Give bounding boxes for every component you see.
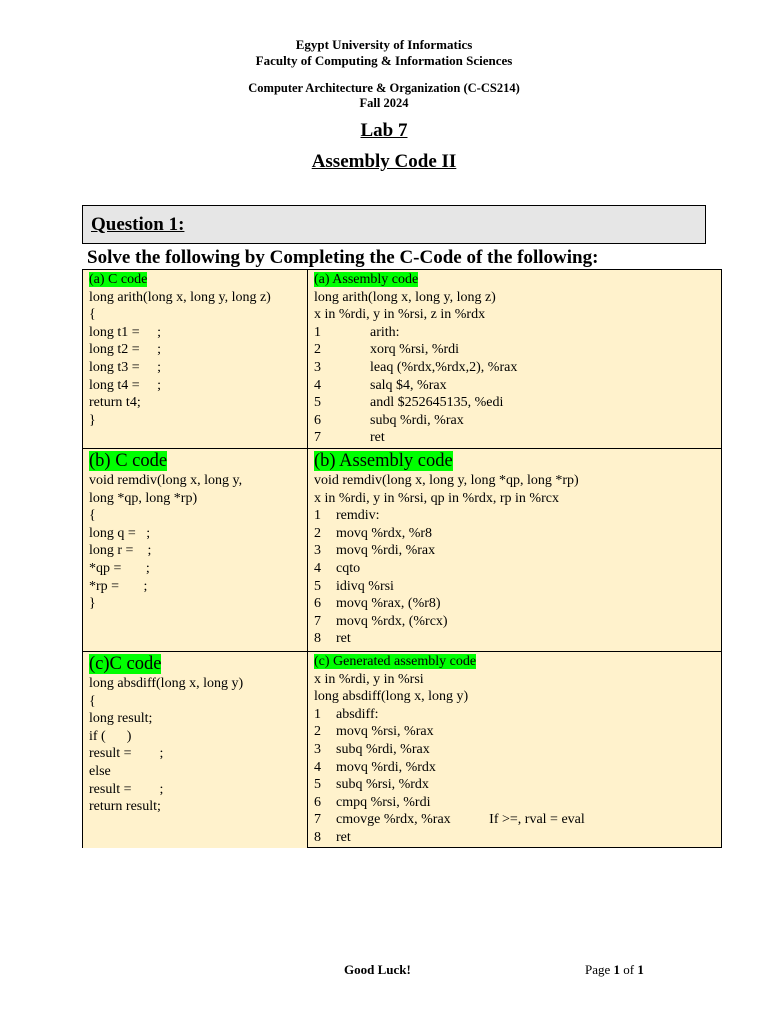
page-num: 1: [613, 962, 621, 977]
line-number: 7: [314, 430, 321, 446]
document-header: [0, 37, 768, 69]
course-name: Computer Architecture & Organization (C-CS214): [248, 81, 520, 95]
instruction: cqto: [336, 560, 361, 576]
part-b-c-code: [83, 449, 308, 652]
line-number: 8: [314, 829, 321, 845]
topic-title-text: Assembly Code II: [311, 151, 457, 172]
code-line: long t4 = ;: [89, 377, 162, 393]
question-label: Question 1:: [91, 214, 185, 235]
code-line: return result;: [89, 799, 161, 815]
instruction: subq %rdi, %rax: [370, 412, 464, 428]
footer-page-number: [585, 962, 644, 978]
of-word: of: [623, 962, 635, 977]
code-line: *rp = ;: [89, 578, 148, 594]
line-number: 7: [314, 613, 321, 629]
code-line: else: [89, 763, 111, 779]
line-number: 4: [314, 377, 321, 393]
asm-line: [314, 578, 715, 596]
code-line: long result;: [89, 711, 153, 727]
asm-header-line: long arith(long x, long y, long z): [314, 289, 496, 305]
line-number: 4: [314, 560, 321, 576]
faculty-name: Faculty of Computing & Information Sciences: [255, 53, 513, 68]
instruction: movq %rdx, (%rcx): [336, 613, 448, 629]
asm-header-line: x in %rdi, y in %rsi, z in %rdx: [314, 307, 486, 323]
line-number: 1: [314, 508, 321, 524]
question-box: [82, 205, 706, 244]
line-number: 5: [314, 395, 321, 411]
code-line: long t3 = ;: [89, 359, 162, 375]
instruction: movq %rax, (%r8): [336, 596, 441, 612]
code-line: long t2 = ;: [89, 342, 162, 358]
asm-line: [314, 723, 715, 741]
line-number: 3: [314, 543, 321, 559]
part-a-row: [83, 270, 722, 449]
footer-good-luck: Good Luck!: [344, 962, 411, 977]
part-c-assembly: [308, 652, 722, 848]
code-line: *qp = ;: [89, 560, 150, 576]
asm-line: [314, 542, 715, 560]
instruction: ret: [336, 829, 351, 845]
code-line: {: [89, 693, 96, 709]
asm-line: [314, 359, 715, 377]
page-total: 1: [637, 962, 644, 977]
instruction: cmovge %rdx, %rax If >=, rval = eval: [336, 812, 585, 828]
instruction: remdiv:: [336, 508, 380, 524]
line-number: 1: [314, 706, 321, 722]
line-number: 8: [314, 631, 321, 647]
code-line: result = ;: [89, 781, 164, 797]
university-name: Egypt University of Informatics: [295, 37, 473, 52]
asm-line: [314, 525, 715, 543]
asm-line: [314, 429, 715, 447]
line-number: 4: [314, 759, 321, 775]
question-instruction: Solve the following by Completing the C-Code of the following:: [87, 247, 599, 268]
part-b-c-title: (b) C code: [89, 451, 168, 471]
asm-line: [314, 377, 715, 395]
lab-title-text: Lab 7: [360, 120, 408, 141]
line-number: 6: [314, 412, 321, 428]
line-number: 3: [314, 359, 321, 375]
line-number: 2: [314, 724, 321, 740]
asm-line: [314, 595, 715, 613]
course-info: [0, 81, 768, 111]
asm-header-line: x in %rdi, y in %rsi, qp in %rdx, rp in %rcx: [314, 490, 559, 506]
instruction: xorq %rsi, %rdi: [370, 342, 460, 358]
part-c-c-title: (c)C code: [89, 654, 162, 674]
part-b-asm-title: (b) Assembly code: [314, 451, 453, 471]
instruction: leaq (%rdx,%rdx,2), %rax: [370, 359, 518, 375]
line-number: 6: [314, 596, 321, 612]
code-line: long t1 = ;: [89, 324, 162, 340]
line-number: 5: [314, 777, 321, 793]
instruction: movq %rsi, %rax: [336, 724, 434, 740]
asm-line: [314, 560, 715, 578]
part-a-assembly: [308, 270, 722, 449]
asm-line: [314, 394, 715, 412]
asm-header-line: x in %rdi, y in %rsi: [314, 671, 424, 687]
term: Fall 2024: [359, 96, 409, 110]
asm-line: [314, 412, 715, 430]
instruction: movq %rdi, %rax: [336, 543, 436, 559]
part-a-asm-title: (a) Assembly code: [314, 272, 419, 287]
line-number: 5: [314, 578, 321, 594]
part-a-c-code: [83, 270, 308, 449]
code-line: void remdiv(long x, long y,: [89, 473, 243, 488]
asm-line: [314, 613, 715, 631]
code-line: long r = ;: [89, 543, 152, 559]
code-line: if ( ): [89, 728, 132, 744]
line-number: 2: [314, 525, 321, 541]
code-table: [82, 269, 722, 848]
code-line: long absdiff(long x, long y): [89, 676, 244, 691]
code-line: }: [89, 596, 96, 612]
instruction: absdiff:: [336, 706, 379, 722]
asm-line: [314, 776, 715, 794]
part-a-c-title: (a) C code: [89, 272, 148, 287]
line-number: 1: [314, 324, 321, 340]
instruction: subq %rsi, %rdx: [336, 777, 429, 793]
code-line: return t4;: [89, 395, 141, 411]
instruction: subq %rdi, %rax: [336, 741, 430, 757]
asm-line: [314, 706, 715, 724]
asm-line: [314, 829, 715, 847]
asm-header-line: void remdiv(long x, long y, long *qp, long *rp): [314, 473, 579, 488]
instruction: salq $4, %rax: [370, 377, 447, 393]
part-c-asm-title: (c) Generated assembly code: [314, 654, 477, 669]
instruction: andl $252645135, %edi: [370, 395, 504, 411]
instruction: movq %rdi, %rdx: [336, 759, 436, 775]
line-number: 3: [314, 741, 321, 757]
asm-line: [314, 811, 715, 829]
asm-line: [314, 794, 715, 812]
asm-line: [314, 630, 715, 648]
part-c-c-code: [83, 652, 308, 848]
instruction: ret: [370, 430, 385, 446]
line-number: 7: [314, 812, 321, 828]
code-line: {: [89, 508, 96, 524]
part-b-row: [83, 449, 722, 652]
asm-line: [314, 324, 715, 342]
lab-title: [0, 120, 768, 142]
asm-line: [314, 741, 715, 759]
instruction: arith:: [370, 324, 400, 340]
code-line: long arith(long x, long y, long z): [89, 289, 271, 305]
instruction: idivq %rsi: [336, 578, 394, 594]
code-line: result = ;: [89, 746, 164, 762]
line-number: 2: [314, 342, 321, 358]
code-line: }: [89, 412, 96, 428]
topic-title: [0, 151, 768, 173]
part-b-assembly: [308, 449, 722, 652]
code-line: {: [89, 307, 96, 323]
asm-line: [314, 507, 715, 525]
asm-header-line: long absdiff(long x, long y): [314, 689, 469, 705]
instruction: ret: [336, 631, 351, 647]
code-line: long *qp, long *rp): [89, 490, 198, 506]
code-line: long q = ;: [89, 525, 151, 541]
asm-line: [314, 759, 715, 777]
asm-line: [314, 341, 715, 359]
instruction: cmpq %rsi, %rdi: [336, 794, 431, 810]
instruction: movq %rdx, %r8: [336, 525, 433, 541]
page-word: Page: [585, 962, 611, 977]
line-number: 6: [314, 794, 321, 810]
part-c-row: [83, 652, 722, 848]
